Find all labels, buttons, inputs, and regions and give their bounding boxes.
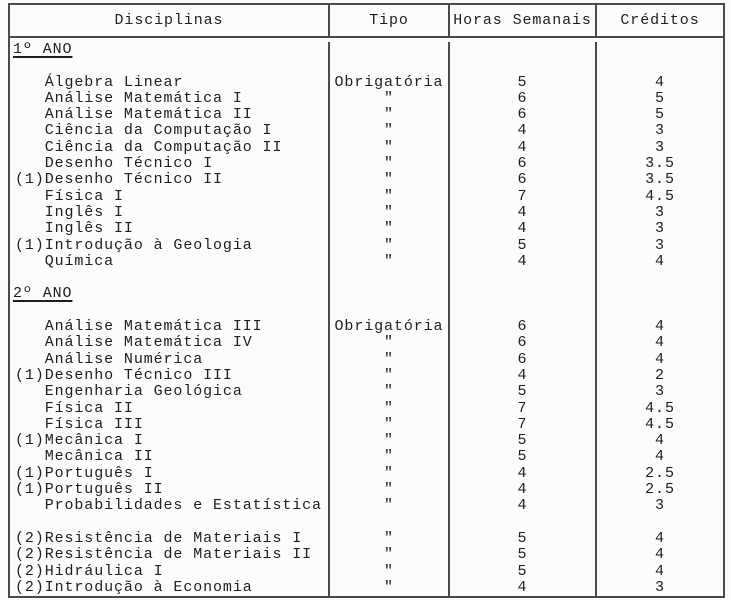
course-name-cell: Engenharia Geológica (15, 383, 243, 401)
tipo-cell (328, 286, 448, 302)
tipo-cell: " (328, 449, 448, 465)
tipo-cell: " (328, 401, 448, 417)
section-label-cell (10, 286, 328, 302)
curriculum-table (8, 3, 725, 598)
tipo-cell: " (328, 238, 448, 254)
course-name-cell: Probabilidades e Estatística (15, 497, 322, 515)
tipo-cell: " (328, 547, 448, 563)
creditos-cell: 2 (595, 368, 723, 384)
horas-cell: 6 (448, 335, 595, 351)
course-row (10, 123, 723, 139)
course-name-cell: Física II (15, 399, 134, 417)
course-row (10, 466, 723, 482)
section-label-cell (10, 42, 328, 58)
tipo-cell: Obrigatória (328, 319, 448, 335)
horas-cell (448, 303, 595, 319)
course-name-cell: Ciência da Computação II (15, 138, 283, 156)
creditos-cell: 3 (595, 221, 723, 237)
section-label-row (10, 42, 723, 58)
column-header-tipo: Tipo (328, 5, 448, 36)
horas-cell: 5 (448, 238, 595, 254)
horas-cell: 5 (448, 531, 595, 547)
creditos-cell: 3.5 (595, 172, 723, 188)
horas-cell: 4 (448, 205, 595, 221)
horas-cell: 5 (448, 547, 595, 563)
column-header-disciplinas: Disciplinas (114, 12, 224, 29)
section-label: 1º ANO (13, 41, 73, 58)
creditos-cell: 4 (595, 531, 723, 547)
creditos-cell: 4 (595, 319, 723, 335)
creditos-cell (595, 270, 723, 286)
spacer-cell (10, 303, 328, 319)
course-name-cell: (2)Resistência de Materiais II (15, 546, 313, 564)
tipo-cell: Obrigatória (328, 75, 448, 91)
creditos-cell (595, 42, 723, 58)
tipo-cell: " (328, 417, 448, 433)
spacer-cell (10, 515, 328, 531)
creditos-cell: 3 (595, 205, 723, 221)
tipo-cell (328, 42, 448, 58)
course-row (10, 319, 723, 335)
horas-cell: 4 (448, 466, 595, 482)
course-row (10, 384, 723, 400)
course-row (10, 221, 723, 237)
creditos-cell (595, 286, 723, 302)
table-body (10, 38, 723, 596)
course-row (10, 547, 723, 563)
course-name-cell: (2)Introdução à Economia (15, 578, 253, 596)
column-header-creditos: Créditos (595, 5, 723, 36)
horas-cell: 4 (448, 482, 595, 498)
course-name-cell: (1)Português II (15, 481, 164, 499)
horas-cell: 5 (448, 75, 595, 91)
tipo-cell: " (328, 140, 448, 156)
tipo-cell (328, 270, 448, 286)
horas-cell: 4 (448, 368, 595, 384)
creditos-cell: 3 (595, 123, 723, 139)
course-row (10, 417, 723, 433)
creditos-cell: 3.5 (595, 156, 723, 172)
course-row (10, 368, 723, 384)
horas-cell: 4 (448, 498, 595, 514)
horas-cell: 6 (448, 107, 595, 123)
horas-cell: 4 (448, 221, 595, 237)
tipo-cell (328, 303, 448, 319)
creditos-cell: 4 (595, 547, 723, 563)
course-name-cell: Inglês II (15, 220, 134, 238)
course-name-cell: Mecânica II (15, 448, 154, 466)
tipo-cell: " (328, 107, 448, 123)
section-label: 2º ANO (13, 285, 73, 303)
tipo-cell: " (328, 482, 448, 498)
course-name-cell: (1)Mecânica I (15, 432, 144, 450)
creditos-cell: 4 (595, 352, 723, 368)
horas-cell: 4 (448, 123, 595, 139)
creditos-cell: 4.5 (595, 401, 723, 417)
column-header-horas-semanais: Horas Semanais (448, 5, 595, 36)
course-row (10, 531, 723, 547)
course-row (10, 75, 723, 91)
creditos-cell: 3 (595, 384, 723, 400)
course-name-cell: Inglês I (15, 203, 124, 221)
creditos-cell: 4 (595, 449, 723, 465)
table-header-row (10, 5, 723, 38)
spacer-row (10, 58, 723, 74)
tipo-cell: " (328, 564, 448, 580)
tipo-cell: " (328, 466, 448, 482)
horas-cell: 4 (448, 580, 595, 596)
tipo-cell: " (328, 172, 448, 188)
creditos-cell: 3 (595, 238, 723, 254)
creditos-cell: 4 (595, 564, 723, 580)
course-row (10, 449, 723, 465)
creditos-cell: 4 (595, 335, 723, 351)
tipo-cell: " (328, 531, 448, 547)
horas-cell: 4 (448, 140, 595, 156)
horas-cell: 6 (448, 156, 595, 172)
horas-cell: 6 (448, 91, 595, 107)
course-row (10, 172, 723, 188)
creditos-cell: 5 (595, 91, 723, 107)
tipo-cell: " (328, 384, 448, 400)
course-row (10, 335, 723, 351)
tipo-cell (328, 515, 448, 531)
course-row (10, 107, 723, 123)
horas-cell (448, 286, 595, 302)
course-row (10, 238, 723, 254)
tipo-cell: " (328, 498, 448, 514)
tipo-cell: " (328, 123, 448, 139)
horas-cell: 7 (448, 189, 595, 205)
course-name-cell: (1)Introdução à Geologia (15, 236, 253, 254)
horas-cell: 6 (448, 319, 595, 335)
horas-cell: 5 (448, 433, 595, 449)
course-row (10, 433, 723, 449)
tipo-cell: " (328, 368, 448, 384)
horas-cell: 6 (448, 172, 595, 188)
course-name-cell: Ciência da Computação I (15, 122, 273, 140)
tipo-cell: " (328, 433, 448, 449)
spacer-row (10, 515, 723, 531)
course-row (10, 498, 723, 514)
course-row (10, 91, 723, 107)
creditos-cell: 3 (595, 580, 723, 596)
creditos-cell: 4 (595, 75, 723, 91)
course-row (10, 189, 723, 205)
horas-cell: 5 (448, 564, 595, 580)
course-name-cell: Análise Matemática I (15, 89, 243, 107)
course-row (10, 254, 723, 270)
tipo-cell: " (328, 580, 448, 596)
course-row (10, 352, 723, 368)
horas-cell (448, 42, 595, 58)
creditos-cell (595, 303, 723, 319)
creditos-cell: 2.5 (595, 482, 723, 498)
tipo-cell (328, 58, 448, 74)
tipo-cell: " (328, 156, 448, 172)
creditos-cell: 4 (595, 433, 723, 449)
creditos-cell (595, 58, 723, 74)
horas-cell (448, 515, 595, 531)
creditos-cell: 4.5 (595, 189, 723, 205)
course-name-cell: Análise Matemática IV (15, 334, 253, 352)
course-name-cell: Física III (15, 415, 144, 433)
horas-cell (448, 270, 595, 286)
course-name-cell: Análise Matemática II (15, 106, 253, 124)
creditos-cell: 2.5 (595, 466, 723, 482)
spacer-cell (10, 58, 328, 74)
course-row (10, 140, 723, 156)
horas-cell: 4 (448, 254, 595, 270)
course-name-cell: (2)Hidráulica I (15, 562, 164, 580)
course-row (10, 482, 723, 498)
horas-cell: 7 (448, 401, 595, 417)
course-name-cell: (1)Desenho Técnico II (15, 171, 223, 189)
tipo-cell: " (328, 352, 448, 368)
spacer-row (10, 270, 723, 286)
creditos-cell (595, 515, 723, 531)
horas-cell: 5 (448, 384, 595, 400)
course-name-cell: (1)Português I (15, 464, 154, 482)
horas-cell (448, 58, 595, 74)
creditos-cell: 3 (595, 140, 723, 156)
tipo-cell: " (328, 254, 448, 270)
course-name-cell: Análise Matemática III (15, 318, 263, 336)
course-name-cell: Análise Numérica (15, 350, 204, 368)
horas-cell: 5 (448, 449, 595, 465)
course-name-cell: (2)Resistência de Materiais I (15, 529, 303, 547)
creditos-cell: 4.5 (595, 417, 723, 433)
course-name-cell: Química (15, 252, 115, 270)
course-row (10, 401, 723, 417)
horas-cell: 7 (448, 417, 595, 433)
course-row (10, 580, 723, 596)
tipo-cell: " (328, 221, 448, 237)
tipo-cell: " (328, 205, 448, 221)
course-name-cell: Álgebra Linear (15, 73, 184, 91)
course-row (10, 156, 723, 172)
course-name-cell: Desenho Técnico I (15, 155, 214, 173)
spacer-row (10, 303, 723, 319)
course-name-cell: (1)Desenho Técnico III (15, 366, 233, 384)
course-name-cell: Física I (15, 187, 124, 205)
horas-cell: 6 (448, 352, 595, 368)
course-row (10, 205, 723, 221)
section-label-row (10, 286, 723, 302)
course-row (10, 564, 723, 580)
tipo-cell: " (328, 91, 448, 107)
creditos-cell: 5 (595, 107, 723, 123)
tipo-cell: " (328, 189, 448, 205)
tipo-cell: " (328, 335, 448, 351)
creditos-cell: 4 (595, 254, 723, 270)
creditos-cell: 3 (595, 498, 723, 514)
spacer-cell (10, 270, 328, 286)
